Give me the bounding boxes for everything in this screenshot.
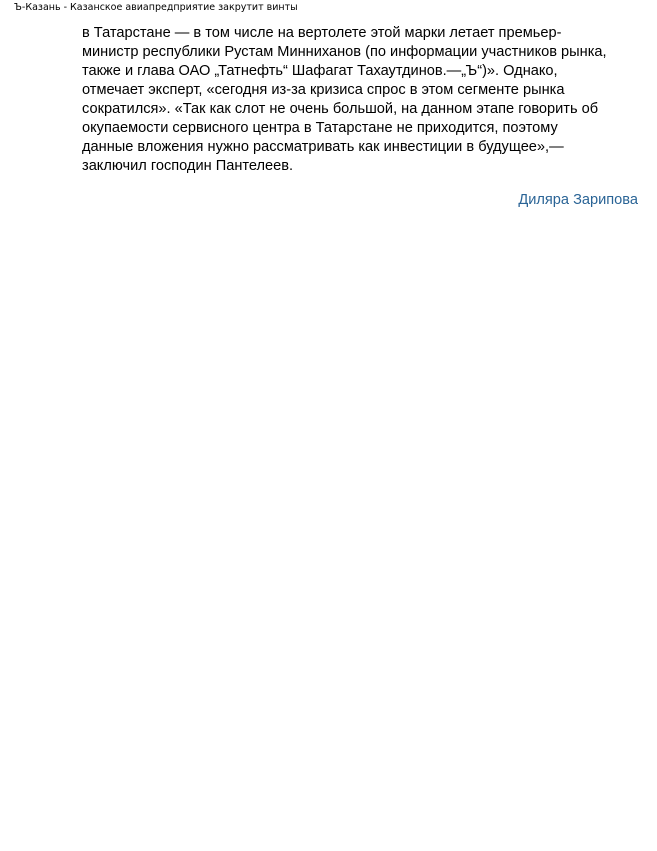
article-line: сократился». «Так как слот не очень большой, на данном этапе говорить об xyxy=(82,101,599,117)
article-line: министр республики Рустам Минниханов (по информации участников рынка, xyxy=(82,44,607,60)
article-line: заключил господин Пантелеев. xyxy=(82,158,294,174)
author-link[interactable]: Диляра Зарипова xyxy=(518,192,638,208)
article-paragraph xyxy=(82,24,638,176)
article-line: в Татарстане — в том числе на вертолете этой марки летает премьер- xyxy=(82,25,562,41)
article-line: также и глава ОАО „Татнефть“ Шафагат Тахаутдинов.—„Ъ“)». Однако, xyxy=(82,63,558,79)
page-header-title: Ъ-Казань - Казанское авиапредприятие закрутит винты xyxy=(14,2,298,13)
article-line: окупаемости сервисного центра в Татарстане не приходится, поэтому xyxy=(82,120,558,136)
article-line: данные вложения нужно рассматривать как инвестиции в будущее»,— xyxy=(82,139,564,155)
article-body xyxy=(82,24,638,210)
article-line: отмечает эксперт, «сегодня из-за кризиса спрос в этом сегменте рынка xyxy=(82,82,565,98)
